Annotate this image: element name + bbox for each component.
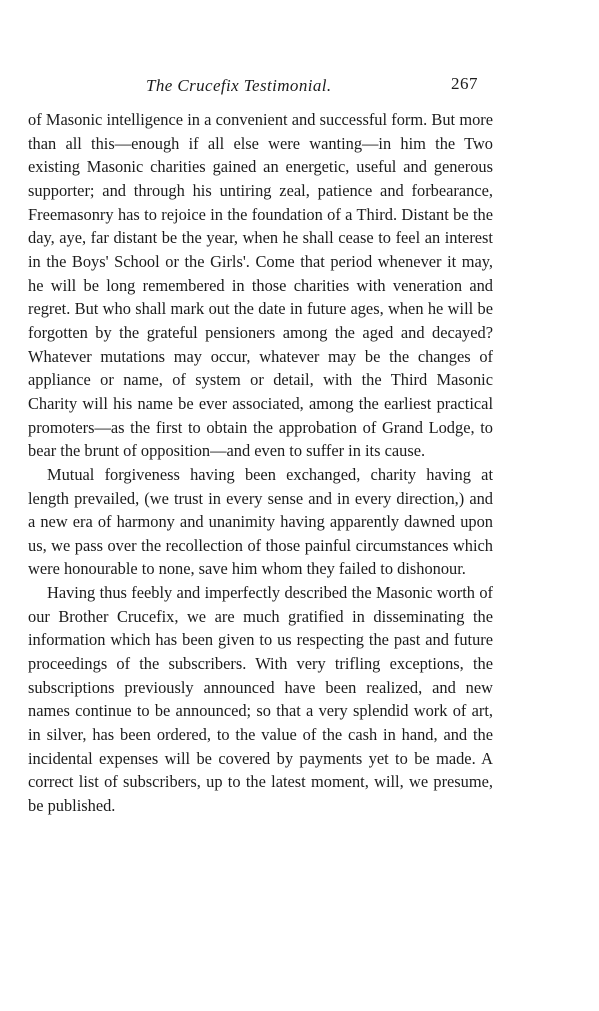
- running-head: [28, 68, 493, 98]
- paragraph: Mutual forgiveness having been exchanged, charity having at length prevailed, (we trust in every sense and in every direction,) and a new era of harmony and unanimity having apparently dawned upon us, we pass over the recollection of those painful circumstances which were honourable to none, save him whom they failed to dishonour.: [28, 464, 493, 579]
- book-page: [28, 68, 493, 818]
- body-text: [28, 108, 493, 818]
- paragraph: Having thus feebly and imperfectly described the Masonic worth of our Brother Crucefix, we are much gratified in disseminating the information which has been given to us respecting the past and future proceedings of the subscribers. With very trifling exceptions, the subscriptions previously announced have been realized, and new names continue to be announced; so that a very splendid work of art, in silver, has been ordered, to the value of the cash in hand, and the incidental expenses will be covered by payments yet to be made. A correct list of subscribers, up to the latest moment, will, we presume, be published.: [28, 583, 493, 816]
- paragraph: of Masonic intelligence in a convenient and successful form. But more than all this—enough if all else were wanting—in him the Two existing Masonic charities gained an energetic, useful and generous supporter; and through his untiring zeal, patience and forbearance, Freemasonry has to rejoice in the foundation of a Third. Distant be the day, aye, far distant be the year, when he shall cease to feel an interest in the Boys' School or the Girls'. Come that period whenever it may, he will be long remembered in those charities with veneration and regret. But who shall mark out the date in future ages, when he will be forgotten by the grateful pensioners among the aged and decayed? Whatever mutations may occur, whatever may be the changes of appliance or name, of system or detail, with the Third Masonic Charity will his name be ever associated, among the earliest practical promoters—as the first to obtain the approbation of Grand Lodge, to bear the brunt of opposition—and even to suffer in its cause.: [28, 110, 493, 461]
- running-title: The Crucefix Testimonial.: [146, 76, 332, 95]
- page-number: 267: [451, 74, 478, 93]
